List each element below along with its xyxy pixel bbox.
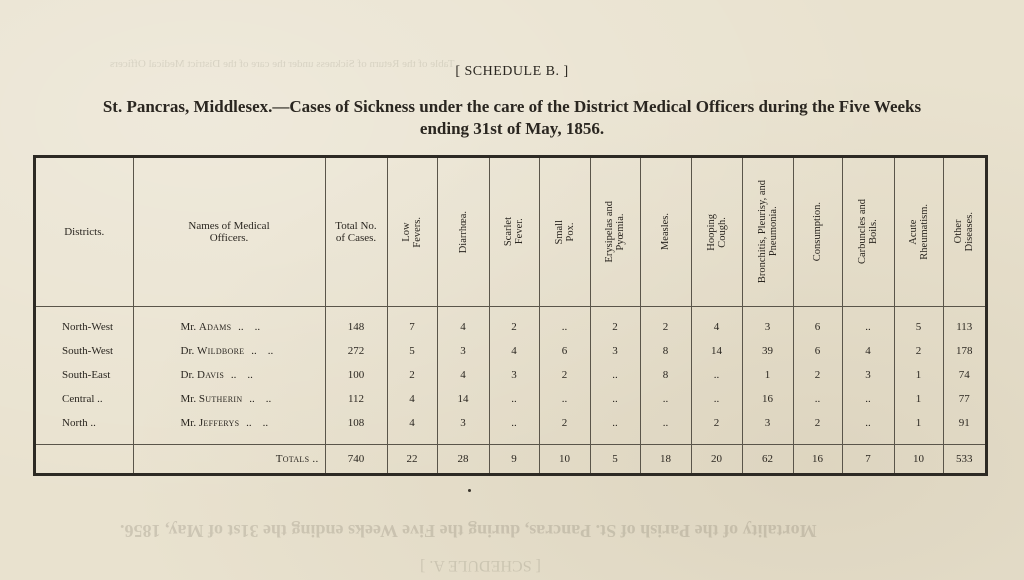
header-hooping-cough: Hooping Cough. xyxy=(691,158,742,307)
totals-value-cell: 10 xyxy=(539,445,590,474)
spacer-row xyxy=(36,307,985,316)
value-cell: 178 xyxy=(943,339,985,363)
value-cell: 5 xyxy=(894,315,943,339)
value-cell: 1 xyxy=(894,387,943,411)
totals-value-cell: 18 xyxy=(640,445,691,474)
officer-title: Mr. xyxy=(180,393,197,405)
show-through-text-bottom-2: [ SCHEDULE A. ] xyxy=(420,557,541,574)
total-cell: 108 xyxy=(325,411,387,435)
value-cell: 2 xyxy=(640,315,691,339)
totals-value-cell: 20 xyxy=(691,445,742,474)
total-cell: 148 xyxy=(325,315,387,339)
officer-cell xyxy=(133,411,325,435)
totals-value-cell: 5 xyxy=(590,445,640,474)
header-measles: Measles. xyxy=(640,158,691,307)
officer-name: Wildbore xyxy=(197,345,245,357)
value-cell: 2 xyxy=(489,315,539,339)
value-cell: 3 xyxy=(437,339,489,363)
value-cell: 3 xyxy=(742,411,793,435)
totals-value-cell: 9 xyxy=(489,445,539,474)
totals-row xyxy=(36,445,985,474)
value-cell: 4 xyxy=(387,411,437,435)
officer-title: Dr. xyxy=(180,369,195,381)
value-cell: 3 xyxy=(437,411,489,435)
officer-title: Mr. xyxy=(180,417,197,429)
officer-cell xyxy=(133,315,325,339)
header-carbuncles: Carbuncles and Boils. xyxy=(842,158,894,307)
officer-dots: .. .. xyxy=(230,369,253,381)
value-cell: .. xyxy=(640,411,691,435)
table-row xyxy=(36,339,985,363)
value-cell: 2 xyxy=(539,411,590,435)
title-line-2: ending 31st of May, 1856. xyxy=(419,119,605,138)
value-cell: 2 xyxy=(691,411,742,435)
title-place: St. Pancras, Middlesex. xyxy=(102,97,273,116)
header-other-diseases: Other Diseases. xyxy=(943,158,985,307)
value-cell: 2 xyxy=(539,363,590,387)
totals-value-cell: 62 xyxy=(742,445,793,474)
district-cell: North .. xyxy=(62,417,96,429)
value-cell: .. xyxy=(590,411,640,435)
totals-value-cell: 533 xyxy=(943,445,985,474)
officer-dots: .. .. xyxy=(246,417,269,429)
value-cell: .. xyxy=(539,387,590,411)
officer-name: Davis xyxy=(197,369,225,381)
value-cell: .. xyxy=(489,387,539,411)
value-cell: .. xyxy=(691,363,742,387)
value-cell: 4 xyxy=(437,315,489,339)
value-cell: .. xyxy=(691,387,742,411)
value-cell: 2 xyxy=(793,363,842,387)
totals-value-cell: 22 xyxy=(387,445,437,474)
totals-value-cell: 7 xyxy=(842,445,894,474)
table-row xyxy=(36,363,985,387)
header-erysipelas: Erysipelas and Pyœmia. xyxy=(590,158,640,307)
header-low-fevers: Low Fevers. xyxy=(387,158,437,307)
totals-label: Totals .. xyxy=(133,445,325,474)
value-cell: 8 xyxy=(640,363,691,387)
value-cell: 4 xyxy=(489,339,539,363)
value-cell: 6 xyxy=(793,315,842,339)
officer-name: Jefferys xyxy=(198,417,240,429)
value-cell: 4 xyxy=(842,339,894,363)
value-cell: 1 xyxy=(894,411,943,435)
value-cell: 77 xyxy=(943,387,985,411)
table-row xyxy=(36,387,985,411)
value-cell: 4 xyxy=(437,363,489,387)
show-through-text-bottom: Mortality of the Parish of St. Pancras, during the Five Weeks ending the 31st of May, 1856. xyxy=(120,521,817,541)
header-diarrhoea: Diarrhœa. xyxy=(437,158,489,307)
value-cell: .. xyxy=(640,387,691,411)
value-cell: 1 xyxy=(894,363,943,387)
page-title xyxy=(30,96,994,140)
value-cell: .. xyxy=(590,387,640,411)
officer-title: Dr. xyxy=(180,345,195,357)
totals-total-cell: 740 xyxy=(325,445,387,474)
table-row xyxy=(36,315,985,339)
value-cell: .. xyxy=(489,411,539,435)
value-cell: 3 xyxy=(489,363,539,387)
value-cell: 8 xyxy=(640,339,691,363)
total-cell: 100 xyxy=(325,363,387,387)
value-cell: 91 xyxy=(943,411,985,435)
value-cell: 3 xyxy=(742,315,793,339)
value-cell: 16 xyxy=(742,387,793,411)
value-cell: 14 xyxy=(437,387,489,411)
district-cell: South-West xyxy=(62,345,114,357)
totals-value-cell: 16 xyxy=(793,445,842,474)
header-scarlet-fever: Scarlet Fever. xyxy=(489,158,539,307)
value-cell: 2 xyxy=(590,315,640,339)
officer-dots: .. .. xyxy=(238,321,261,333)
totals-value-cell: 10 xyxy=(894,445,943,474)
value-cell: 74 xyxy=(943,363,985,387)
value-cell: .. xyxy=(539,315,590,339)
officer-cell xyxy=(133,363,325,387)
header-small-pox: Small Pox. xyxy=(539,158,590,307)
total-cell: 272 xyxy=(325,339,387,363)
stray-dot xyxy=(468,489,471,492)
header-officers: Names of Medical Officers. xyxy=(133,158,325,307)
table-row xyxy=(36,411,985,435)
officer-cell xyxy=(133,387,325,411)
totals-value-cell: 28 xyxy=(437,445,489,474)
header-acute-rheumatism: Acute Rheumatism. xyxy=(894,158,943,307)
header-consumption: Consumption. xyxy=(793,158,842,307)
value-cell: 4 xyxy=(387,387,437,411)
value-cell: 6 xyxy=(793,339,842,363)
value-cell: 14 xyxy=(691,339,742,363)
value-cell: 1 xyxy=(742,363,793,387)
officer-name: Adams xyxy=(198,321,232,333)
district-cell: North-West xyxy=(62,321,114,333)
district-cell: Central .. xyxy=(62,393,103,405)
value-cell: 39 xyxy=(742,339,793,363)
value-cell: 7 xyxy=(387,315,437,339)
officer-dots: .. .. xyxy=(249,393,272,405)
value-cell: 3 xyxy=(590,339,640,363)
value-cell: 113 xyxy=(943,315,985,339)
value-cell: 4 xyxy=(691,315,742,339)
district-cell: South-East xyxy=(62,369,111,381)
value-cell: .. xyxy=(793,387,842,411)
value-cell: 3 xyxy=(842,363,894,387)
value-cell: 2 xyxy=(894,339,943,363)
value-cell: 2 xyxy=(387,363,437,387)
header-total: Total No. of Cases. xyxy=(325,158,387,307)
officer-name: Sutherin xyxy=(198,393,243,405)
officer-title: Mr. xyxy=(180,321,197,333)
spacer-row xyxy=(36,435,985,445)
totals-empty-cell xyxy=(36,445,133,474)
header-row xyxy=(36,158,985,307)
value-cell: .. xyxy=(842,315,894,339)
value-cell: .. xyxy=(590,363,640,387)
value-cell: 2 xyxy=(793,411,842,435)
title-text: —Cases of Sickness under the care of the District Medical Officers during the Five Weeks xyxy=(272,97,922,116)
value-cell: 6 xyxy=(539,339,590,363)
header-districts: Districts. xyxy=(36,158,133,307)
total-cell: 112 xyxy=(325,387,387,411)
value-cell: .. xyxy=(842,387,894,411)
show-through-text-top: Table of the Return of Sickness under the care of the District Medical Officers xyxy=(110,58,455,70)
header-bronchitis: Bronchitis, Pleurisy, and Pneumonia. xyxy=(742,158,793,307)
officer-dots: .. .. xyxy=(251,345,274,357)
officer-cell xyxy=(133,339,325,363)
sickness-table xyxy=(36,158,985,473)
value-cell: 5 xyxy=(387,339,437,363)
value-cell: .. xyxy=(842,411,894,435)
schedule-label: [ SCHEDULE B. ] xyxy=(455,64,569,79)
